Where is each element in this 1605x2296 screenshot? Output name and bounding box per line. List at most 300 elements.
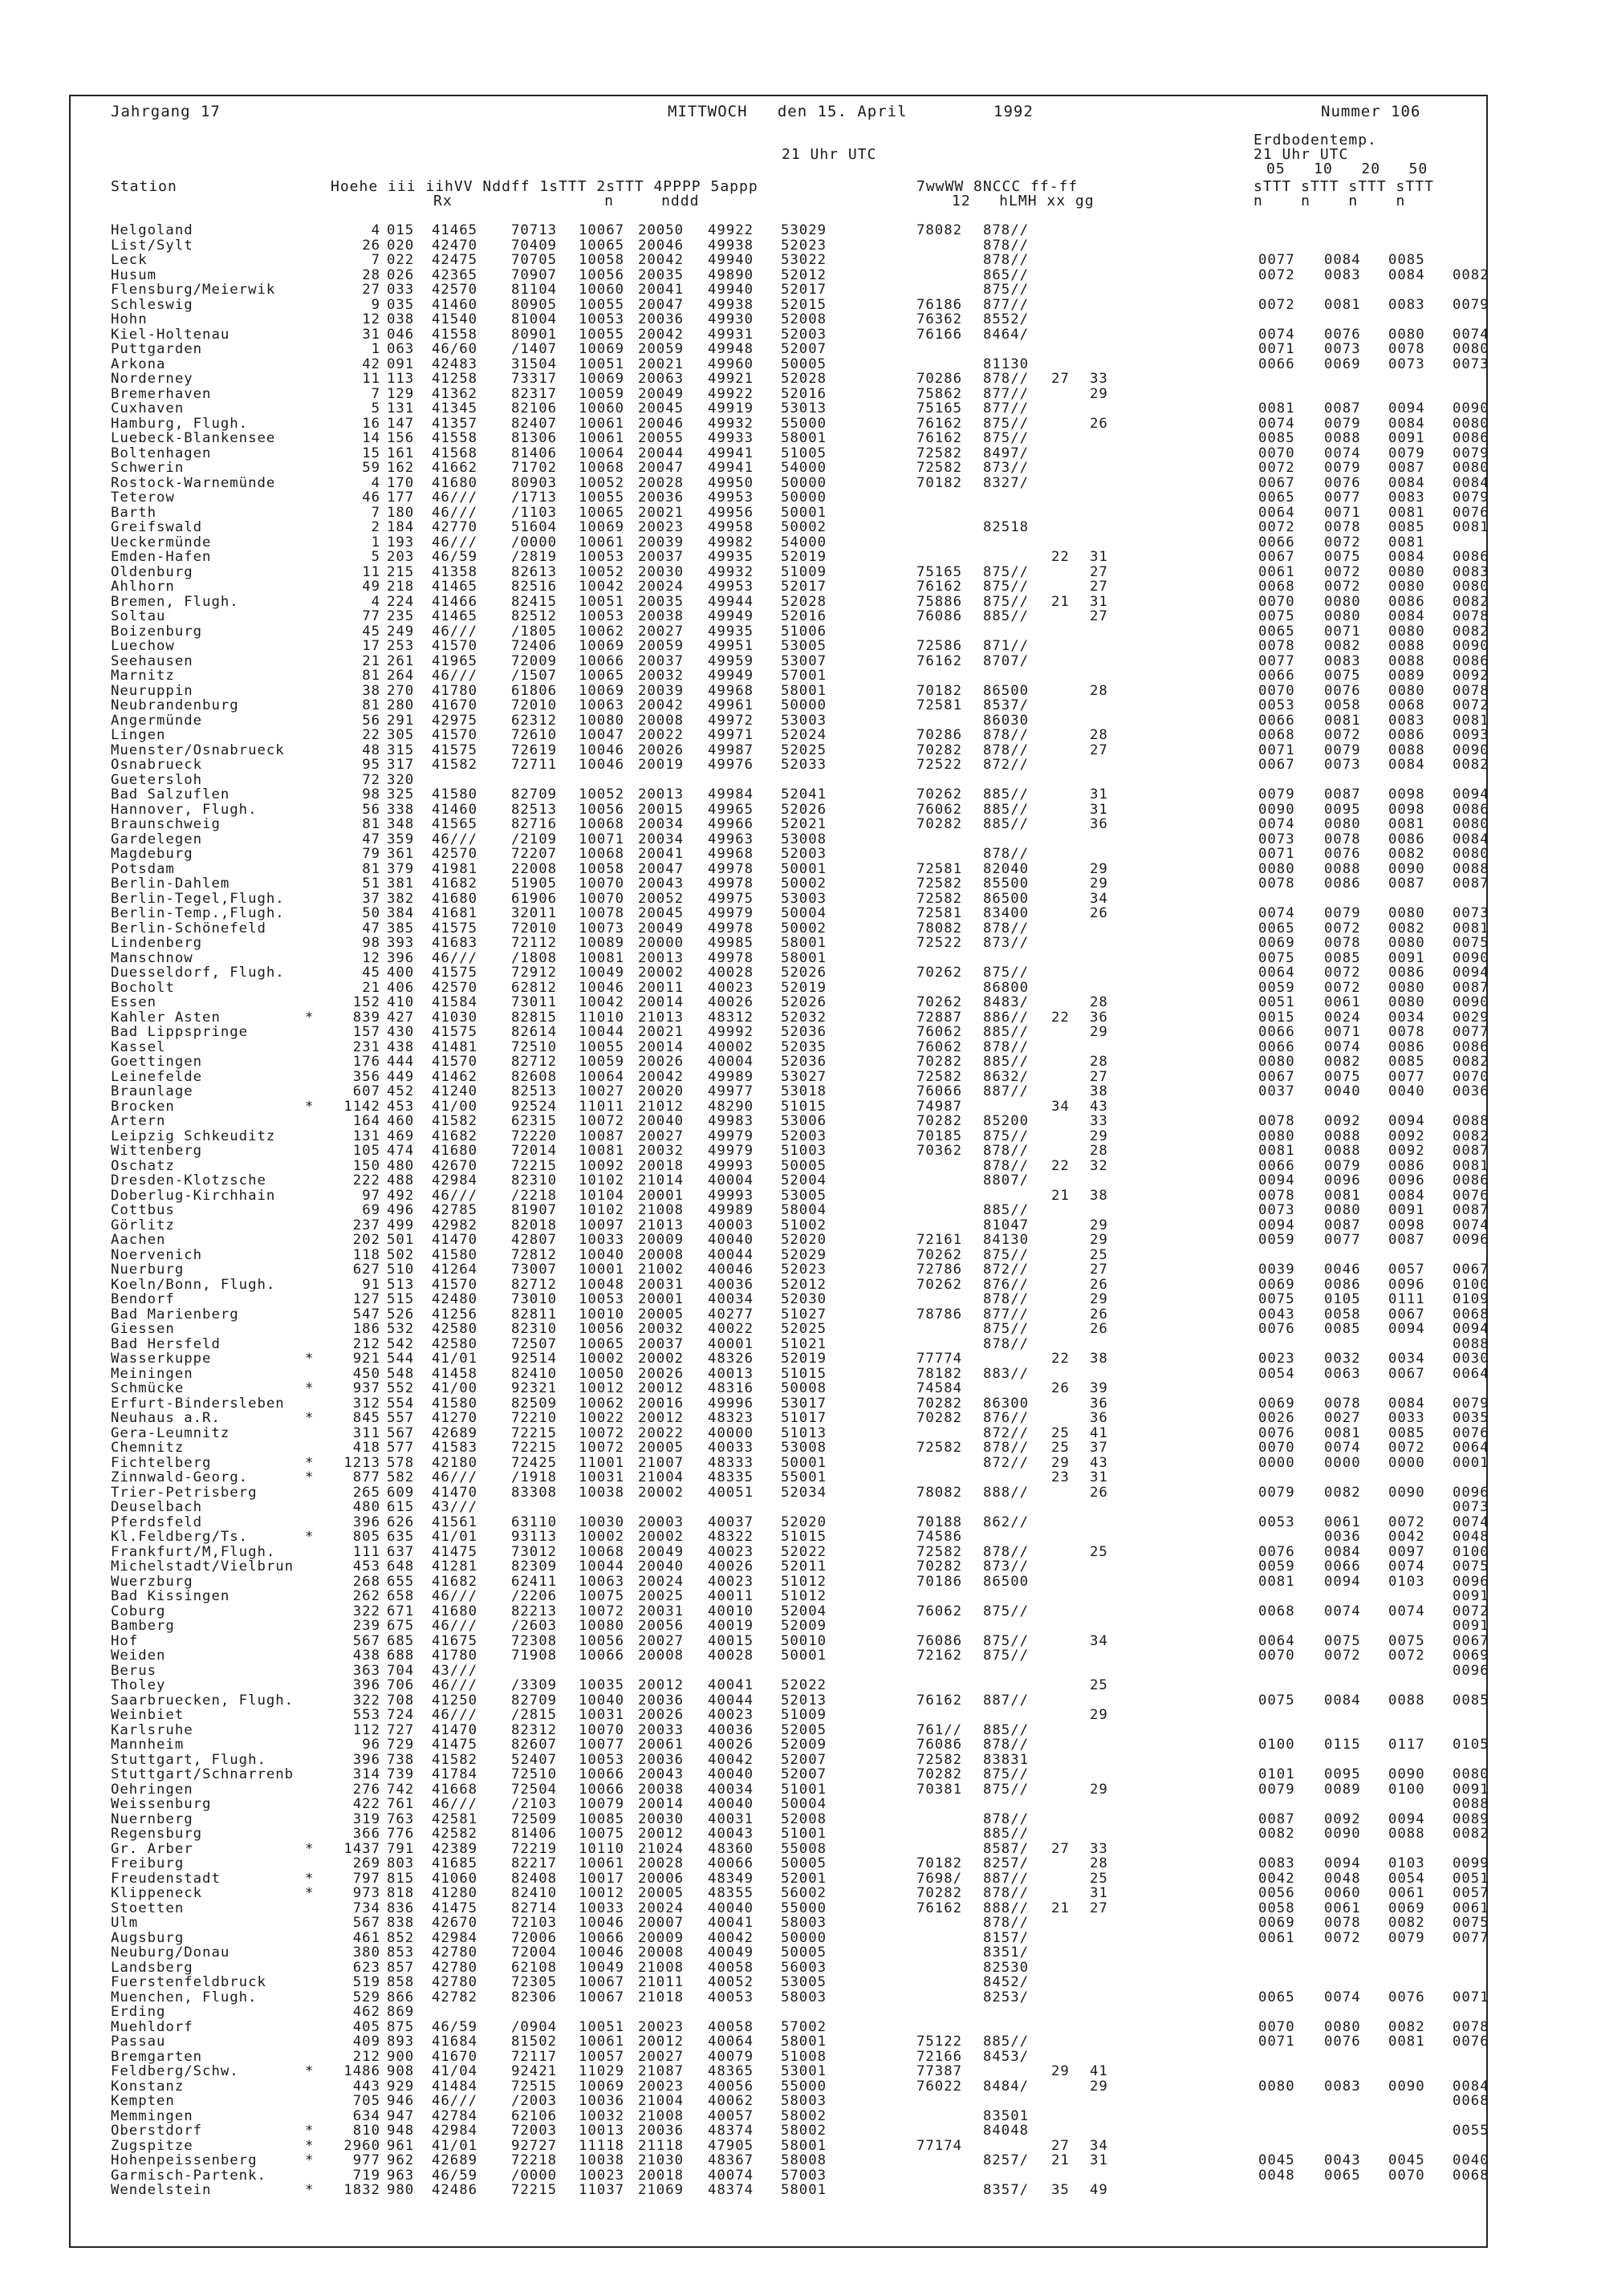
soil-temp-5: 0071 bbox=[1258, 846, 1295, 862]
group-2sttt: 20008 bbox=[638, 712, 685, 729]
soil-temp-5: 0069 bbox=[1258, 1395, 1295, 1412]
group-ihvv: 41/00 bbox=[432, 1098, 478, 1115]
station-index: 567 bbox=[387, 1424, 415, 1441]
soil-temp-50: 0084 bbox=[1453, 474, 1489, 491]
soil-temp-20: 0094 bbox=[1388, 1321, 1425, 1337]
group-8nccc: 887// bbox=[983, 1870, 1030, 1887]
group-8nccc: 878// bbox=[983, 727, 1030, 743]
group-2sttt: 20024 bbox=[638, 1900, 685, 1916]
group-5appp: 52007 bbox=[781, 341, 827, 357]
group-5appp: 58001 bbox=[781, 949, 827, 966]
group-2sttt: 20049 bbox=[638, 920, 685, 937]
soil-temp-20: 0080 bbox=[1388, 623, 1425, 640]
group-5appp: 50005 bbox=[781, 1157, 827, 1174]
group-7wwww: 72522 bbox=[916, 757, 963, 773]
group-nddff: 61806 bbox=[511, 682, 558, 699]
group-7wwww: 76162 bbox=[916, 430, 963, 446]
group-4pppp: 49949 bbox=[708, 608, 754, 624]
soil-temp-5: 0076 bbox=[1258, 1424, 1295, 1441]
soil-temp-50: 0077 bbox=[1453, 1024, 1489, 1040]
gust-max: 32 bbox=[1090, 1157, 1108, 1174]
soil-temp-5: 0087 bbox=[1258, 1810, 1295, 1827]
group-4pppp: 40002 bbox=[708, 1038, 754, 1055]
soil-temp-50: 0071 bbox=[1453, 1989, 1489, 2005]
station-height: 921 bbox=[352, 1351, 380, 1367]
soil-temp-5: 0072 bbox=[1258, 460, 1295, 476]
station-name: Fichtelberg bbox=[111, 1454, 212, 1471]
soil-temp-50: 0067 bbox=[1453, 1632, 1489, 1649]
group-1sttt: 10059 bbox=[579, 385, 625, 402]
gust-max: 33 bbox=[1090, 371, 1108, 387]
group-7wwww: 70186 bbox=[916, 1573, 963, 1590]
station-name: Oschatz bbox=[111, 1157, 175, 1174]
soil-temp-10: 0063 bbox=[1324, 1365, 1361, 1382]
group-7wwww: 72582 bbox=[916, 1751, 963, 1768]
group-2sttt: 20021 bbox=[638, 356, 685, 372]
station-name: Ueckermünde bbox=[111, 534, 212, 551]
soil-temp-10: 0048 bbox=[1324, 1870, 1361, 1887]
station-name: Gardelegen bbox=[111, 831, 203, 847]
station-height: 937 bbox=[352, 1380, 380, 1396]
group-2sttt: 20034 bbox=[638, 816, 685, 832]
soil-temp-10: 0071 bbox=[1324, 504, 1361, 521]
soil-temp-10: 0072 bbox=[1324, 920, 1361, 937]
soil-temp-10: 0072 bbox=[1324, 979, 1361, 996]
group-ihvv: 41670 bbox=[432, 2048, 478, 2065]
station-height: 4 bbox=[371, 474, 380, 491]
soil-temp-5: 0077 bbox=[1258, 652, 1295, 669]
group-1sttt: 10012 bbox=[579, 1885, 625, 1901]
group-1sttt: 10087 bbox=[579, 1128, 625, 1144]
gust-max: 29 bbox=[1090, 1707, 1108, 1723]
soil-temp-20: 0085 bbox=[1388, 1424, 1425, 1441]
gust-min: 25 bbox=[1051, 1424, 1070, 1441]
group-8nccc: 875// bbox=[983, 579, 1030, 595]
soil-temp-20: 0085 bbox=[1388, 1054, 1425, 1070]
soil-temp-50: 0074 bbox=[1453, 1217, 1489, 1233]
group-ihvv: 42480 bbox=[432, 1291, 478, 1307]
group-1sttt: 10001 bbox=[579, 1262, 625, 1278]
group-7wwww: 70362 bbox=[916, 1143, 963, 1159]
group-1sttt: 11029 bbox=[579, 2063, 625, 2079]
soil-temp-10: 0081 bbox=[1324, 1187, 1361, 1204]
group-1sttt: 10069 bbox=[579, 341, 625, 357]
station-height: 16 bbox=[362, 415, 380, 432]
group-nddff: /2819 bbox=[511, 549, 558, 565]
group-5appp: 52008 bbox=[781, 311, 827, 327]
group-7wwww: 72581 bbox=[916, 697, 963, 713]
soil-temp-50: 0085 bbox=[1453, 1692, 1489, 1709]
gust-max: 25 bbox=[1090, 1246, 1108, 1263]
group-nddff: 81306 bbox=[511, 430, 558, 446]
group-nddff: 51604 bbox=[511, 519, 558, 535]
group-4pppp: 40011 bbox=[708, 1588, 754, 1604]
soil-temp-5: 0067 bbox=[1258, 1068, 1295, 1085]
station-name: Manschnow bbox=[111, 949, 193, 966]
group-2sttt: 20026 bbox=[638, 1365, 685, 1382]
station-index: 020 bbox=[387, 237, 415, 254]
gust-max: 29 bbox=[1090, 1232, 1108, 1248]
group-8nccc: 878// bbox=[983, 371, 1030, 387]
station-index: 015 bbox=[387, 222, 415, 238]
group-ihvv: 42570 bbox=[432, 979, 478, 996]
group-8nccc: 8257/ bbox=[983, 2152, 1030, 2168]
station-index: 515 bbox=[387, 1291, 415, 1307]
group-7wwww: 72522 bbox=[916, 935, 963, 951]
mountain-marker: * bbox=[305, 2152, 315, 2168]
group-2sttt: 20042 bbox=[638, 252, 685, 268]
soil-temp-20: 0097 bbox=[1388, 1543, 1425, 1560]
group-5appp: 50010 bbox=[781, 1632, 827, 1649]
station-height: 973 bbox=[352, 1885, 380, 1901]
soil-temp-20: 0054 bbox=[1388, 1870, 1425, 1887]
group-1sttt: 10053 bbox=[579, 1291, 625, 1307]
soil-temp-20: 0084 bbox=[1388, 549, 1425, 565]
group-1sttt: 10065 bbox=[579, 668, 625, 684]
soil-temp-20: 0083 bbox=[1388, 712, 1425, 729]
soil-temp-20: 0087 bbox=[1388, 1232, 1425, 1248]
station-index: 453 bbox=[387, 1098, 415, 1115]
group-5appp: 52026 bbox=[781, 801, 827, 818]
station-height: 623 bbox=[352, 1959, 380, 1976]
group-1sttt: 11037 bbox=[579, 2182, 625, 2198]
soil-temp-50: 0082 bbox=[1453, 1128, 1489, 1144]
group-1sttt: 10066 bbox=[579, 1781, 625, 1798]
station-height: 95 bbox=[362, 757, 380, 773]
group-4pppp: 40064 bbox=[708, 2034, 754, 2050]
soil-temp-50: 0081 bbox=[1453, 1157, 1489, 1174]
group-8nccc: 885// bbox=[983, 1202, 1030, 1218]
group-2sttt: 20003 bbox=[638, 1514, 685, 1530]
station-index: 460 bbox=[387, 1113, 415, 1129]
group-nddff: /1805 bbox=[511, 623, 558, 640]
group-2sttt: 20046 bbox=[638, 237, 685, 254]
group-1sttt: 10022 bbox=[579, 1410, 625, 1426]
group-7wwww: 74987 bbox=[916, 1098, 963, 1115]
group-4pppp: 40042 bbox=[708, 1751, 754, 1768]
group-4pppp: 40058 bbox=[708, 2018, 754, 2035]
group-8nccc: 83831 bbox=[983, 1751, 1030, 1768]
group-ihvv: 41460 bbox=[432, 296, 478, 313]
group-1sttt: 10069 bbox=[579, 638, 625, 654]
group-1sttt: 10097 bbox=[579, 1217, 625, 1233]
soil-temp-20: 0084 bbox=[1388, 415, 1425, 432]
group-2sttt: 20001 bbox=[638, 1187, 685, 1204]
mountain-marker: * bbox=[305, 2123, 315, 2139]
gust-min: 22 bbox=[1051, 1351, 1070, 1367]
soil-temp-10: 0085 bbox=[1324, 1321, 1361, 1337]
station-index: 305 bbox=[387, 727, 415, 743]
group-1sttt: 10068 bbox=[579, 846, 625, 862]
station-index: 264 bbox=[387, 668, 415, 684]
soil-temp-10: 0071 bbox=[1324, 623, 1361, 640]
group-5appp: 53008 bbox=[781, 1440, 827, 1456]
group-8nccc: 86800 bbox=[983, 979, 1030, 996]
soil-temp-10: 0088 bbox=[1324, 860, 1361, 877]
soil-temp-50: 0080 bbox=[1453, 579, 1489, 595]
soil-temp-5: 0074 bbox=[1258, 816, 1295, 832]
gust-min: 35 bbox=[1051, 2182, 1070, 2198]
group-1sttt: 10048 bbox=[579, 1276, 625, 1293]
group-nddff: /2815 bbox=[511, 1707, 558, 1723]
group-5appp: 58001 bbox=[781, 430, 827, 446]
group-8nccc: 885// bbox=[983, 1721, 1030, 1738]
soil-temp-5: 0072 bbox=[1258, 519, 1295, 535]
group-ihvv: 41462 bbox=[432, 1068, 478, 1085]
group-2sttt: 20045 bbox=[638, 400, 685, 417]
station-height: 839 bbox=[352, 1009, 380, 1026]
group-8nccc: 84130 bbox=[983, 1232, 1030, 1248]
station-name: Muenster/Osnabrueck bbox=[111, 742, 285, 758]
group-5appp: 52007 bbox=[781, 1751, 827, 1768]
station-name: Boizenburg bbox=[111, 623, 203, 640]
group-1sttt: 10033 bbox=[579, 1232, 625, 1248]
station-index: 235 bbox=[387, 608, 415, 624]
soil-temp-5: 0079 bbox=[1258, 786, 1295, 803]
station-name: Bad Hersfeld bbox=[111, 1335, 221, 1352]
group-5appp: 56003 bbox=[781, 1959, 827, 1976]
mountain-marker: * bbox=[305, 1529, 315, 1545]
group-nddff: 82614 bbox=[511, 1024, 558, 1040]
group-8nccc: 873// bbox=[983, 1558, 1030, 1575]
group-nddff: 80903 bbox=[511, 474, 558, 491]
soil-temp-20: 0094 bbox=[1388, 1113, 1425, 1129]
group-5appp: 55000 bbox=[781, 2078, 827, 2095]
station-height: 56 bbox=[362, 712, 380, 729]
soil-temp-10: 0080 bbox=[1324, 2018, 1361, 2035]
station-name: Noervenich bbox=[111, 1246, 203, 1263]
station-index: 609 bbox=[387, 1484, 415, 1501]
station-height: 356 bbox=[352, 1068, 380, 1085]
soil-temp-20: 0082 bbox=[1388, 1915, 1425, 1931]
main-column-heading: Hoehe iii iihVV Nddff 1sTTT 2sTTT 4PPPP 5appp bbox=[331, 178, 758, 195]
soil-temp-10: 0076 bbox=[1324, 682, 1361, 699]
group-7wwww: 72582 bbox=[916, 1543, 963, 1560]
group-1sttt: 10002 bbox=[579, 1529, 625, 1545]
station-name: Luechow bbox=[111, 638, 175, 654]
group-ihvv: 41270 bbox=[432, 1410, 478, 1426]
soil-temp-20: 0072 bbox=[1388, 1440, 1425, 1456]
gust-max: 29 bbox=[1090, 1024, 1108, 1040]
soil-temp-50: 0055 bbox=[1453, 2123, 1489, 2139]
gust-max: 34 bbox=[1090, 2137, 1108, 2154]
group-1sttt: 10063 bbox=[579, 697, 625, 713]
soil-temp-20: 0090 bbox=[1388, 860, 1425, 877]
soil-temp-20: 0088 bbox=[1388, 742, 1425, 758]
group-1sttt: 10061 bbox=[579, 2034, 625, 2050]
soil-temp-5: 0073 bbox=[1258, 831, 1295, 847]
station-height: 164 bbox=[352, 1113, 380, 1129]
group-1sttt: 10070 bbox=[579, 1721, 625, 1738]
group-5appp: 52008 bbox=[781, 1810, 827, 1827]
soil-temp-20: 0092 bbox=[1388, 1143, 1425, 1159]
group-5appp: 53005 bbox=[781, 638, 827, 654]
group-5appp: 52003 bbox=[781, 846, 827, 862]
station-name: Erfurt-Bindersleben bbox=[111, 1395, 285, 1412]
soil-temp-5: 0076 bbox=[1258, 1543, 1295, 1560]
group-ihvv: 42689 bbox=[432, 2152, 478, 2168]
group-5appp: 52005 bbox=[781, 1721, 827, 1738]
earth-temp-title: Erdbodentemp. bbox=[1254, 132, 1377, 148]
soil-temp-5: 0070 bbox=[1258, 2018, 1295, 2035]
soil-temp-10: 0085 bbox=[1324, 949, 1361, 966]
station-index: 776 bbox=[387, 1826, 415, 1842]
group-nddff: 72510 bbox=[511, 1766, 558, 1782]
group-2sttt: 20027 bbox=[638, 1632, 685, 1649]
group-8nccc: 875// bbox=[983, 415, 1030, 432]
group-1sttt: 10057 bbox=[579, 2048, 625, 2065]
group-4pppp: 40049 bbox=[708, 1944, 754, 1961]
group-2sttt: 20033 bbox=[638, 1721, 685, 1738]
soil-temp-50: 0096 bbox=[1453, 1573, 1489, 1590]
group-7wwww: 72786 bbox=[916, 1262, 963, 1278]
group-4pppp: 40041 bbox=[708, 1915, 754, 1931]
group-5appp: 52023 bbox=[781, 237, 827, 254]
soil-temp-5: 0066 bbox=[1258, 356, 1295, 372]
station-name: Norderney bbox=[111, 371, 193, 387]
group-nddff: 82709 bbox=[511, 1692, 558, 1709]
group-2sttt: 20036 bbox=[638, 1692, 685, 1709]
group-ihvv: 41475 bbox=[432, 1737, 478, 1753]
soil-temp-50: 0078 bbox=[1453, 608, 1489, 624]
group-7wwww: 72166 bbox=[916, 2048, 963, 2065]
group-7wwww: 70282 bbox=[916, 1766, 963, 1782]
soil-temp-50: 0029 bbox=[1453, 1009, 1489, 1026]
group-7wwww: 70262 bbox=[916, 786, 963, 803]
group-8nccc: 8552/ bbox=[983, 311, 1030, 327]
group-ihvv: 42582 bbox=[432, 1826, 478, 1842]
gust-max: 29 bbox=[1090, 2078, 1108, 2095]
station-name: Oldenburg bbox=[111, 563, 193, 580]
group-ihvv: 41481 bbox=[432, 1038, 478, 1055]
group-7wwww: 72581 bbox=[916, 905, 963, 921]
group-5appp: 54000 bbox=[781, 460, 827, 476]
group-4pppp: 49965 bbox=[708, 801, 754, 818]
group-ihvv: 46/// bbox=[432, 1588, 478, 1604]
station-height: 59 bbox=[362, 460, 380, 476]
soil-temp-20: 0086 bbox=[1388, 727, 1425, 743]
group-nddff: 72207 bbox=[511, 846, 558, 862]
soil-temp-5: 0075 bbox=[1258, 1291, 1295, 1307]
station-index: 474 bbox=[387, 1143, 415, 1159]
gust-max: 37 bbox=[1090, 1440, 1108, 1456]
group-7wwww: 78182 bbox=[916, 1365, 963, 1382]
station-name: Flensburg/Meierwik bbox=[111, 282, 276, 298]
group-4pppp: 40004 bbox=[708, 1054, 754, 1070]
group-5appp: 52021 bbox=[781, 816, 827, 832]
soil-temp-10: 0036 bbox=[1324, 1529, 1361, 1545]
group-nddff: /2603 bbox=[511, 1618, 558, 1634]
station-height: 311 bbox=[352, 1424, 380, 1441]
gust-min: 21 bbox=[1051, 1900, 1070, 1916]
soil-temp-50: 0079 bbox=[1453, 490, 1489, 506]
group-nddff: 32011 bbox=[511, 905, 558, 921]
soil-temp-50: 0094 bbox=[1453, 965, 1489, 981]
group-ihvv: 42785 bbox=[432, 1202, 478, 1218]
group-1sttt: 10051 bbox=[579, 2018, 625, 2035]
station-height: 422 bbox=[352, 1796, 380, 1812]
station-index: 637 bbox=[387, 1543, 415, 1560]
station-index: 379 bbox=[387, 860, 415, 877]
group-5appp: 52033 bbox=[781, 757, 827, 773]
group-5appp: 55008 bbox=[781, 1840, 827, 1857]
station-index: 582 bbox=[387, 1469, 415, 1485]
station-index: 291 bbox=[387, 712, 415, 729]
group-7wwww: 70262 bbox=[916, 1276, 963, 1293]
soil-temp-10: 0072 bbox=[1324, 965, 1361, 981]
group-1sttt: 10044 bbox=[579, 1558, 625, 1575]
group-nddff: 81406 bbox=[511, 1826, 558, 1842]
station-name: Wuerzburg bbox=[111, 1573, 193, 1590]
soil-temp-5: 0101 bbox=[1258, 1766, 1295, 1782]
station-height: 91 bbox=[362, 1276, 380, 1293]
group-8nccc: 8484/ bbox=[983, 2078, 1030, 2095]
group-4pppp: 40040 bbox=[708, 1796, 754, 1812]
soil-temp-10: 0088 bbox=[1324, 430, 1361, 446]
station-index: 496 bbox=[387, 1202, 415, 1218]
group-8nccc: 84048 bbox=[983, 2123, 1030, 2139]
station-name: Freiburg bbox=[111, 1855, 185, 1871]
group-ihvv: 42580 bbox=[432, 1335, 478, 1352]
group-ihvv: 46/59 bbox=[432, 2167, 478, 2184]
soil-temp-20: 0087 bbox=[1388, 876, 1425, 892]
group-ihvv: 41/01 bbox=[432, 1351, 478, 1367]
soil-temp-20: 0034 bbox=[1388, 1351, 1425, 1367]
station-name: Braunschweig bbox=[111, 816, 221, 832]
soil-temp-20: 0098 bbox=[1388, 786, 1425, 803]
soil-temp-5: 0100 bbox=[1258, 1737, 1295, 1753]
station-height: 1142 bbox=[343, 1098, 380, 1115]
soil-temp-5: 0053 bbox=[1258, 697, 1295, 713]
station-index: 180 bbox=[387, 504, 415, 521]
group-4pppp: 49978 bbox=[708, 860, 754, 877]
station-index: 033 bbox=[387, 282, 415, 298]
gust-min: 22 bbox=[1051, 1009, 1070, 1026]
group-nddff: 72619 bbox=[511, 742, 558, 758]
station-index: 438 bbox=[387, 1038, 415, 1055]
group-4pppp: 49922 bbox=[708, 385, 754, 402]
group-nddff: 92514 bbox=[511, 1351, 558, 1367]
soil-temp-5: 0070 bbox=[1258, 1440, 1295, 1456]
soil-temp-20: 0091 bbox=[1388, 1202, 1425, 1218]
soil-temp-10: 0065 bbox=[1324, 2167, 1361, 2184]
group-2sttt: 20000 bbox=[638, 935, 685, 951]
group-nddff: 72014 bbox=[511, 1143, 558, 1159]
station-height: 443 bbox=[352, 2078, 380, 2095]
group-7wwww: 70282 bbox=[916, 1395, 963, 1412]
station-index: 161 bbox=[387, 445, 415, 461]
group-1sttt: 10060 bbox=[579, 400, 625, 417]
group-1sttt: 10092 bbox=[579, 1157, 625, 1174]
group-2sttt: 20040 bbox=[638, 1558, 685, 1575]
group-nddff: 72215 bbox=[511, 2182, 558, 2198]
soil-temp-20: 0085 bbox=[1388, 519, 1425, 535]
soil-temp-10: 0078 bbox=[1324, 1395, 1361, 1412]
group-nddff: 92421 bbox=[511, 2063, 558, 2079]
soil-temp-20: 0098 bbox=[1388, 1217, 1425, 1233]
group-ihvv: 42180 bbox=[432, 1454, 478, 1471]
soil-temp-50: 0087 bbox=[1453, 876, 1489, 892]
group-8nccc: 8327/ bbox=[983, 474, 1030, 491]
station-name: Pferdsfeld bbox=[111, 1514, 203, 1530]
group-1sttt: 10066 bbox=[579, 1929, 625, 1946]
station-name: Kempten bbox=[111, 2093, 175, 2109]
station-height: 7 bbox=[371, 252, 380, 268]
group-4pppp: 49978 bbox=[708, 920, 754, 937]
station-height: 81 bbox=[362, 697, 380, 713]
group-7wwww: 70286 bbox=[916, 371, 963, 387]
group-nddff: 72711 bbox=[511, 757, 558, 773]
